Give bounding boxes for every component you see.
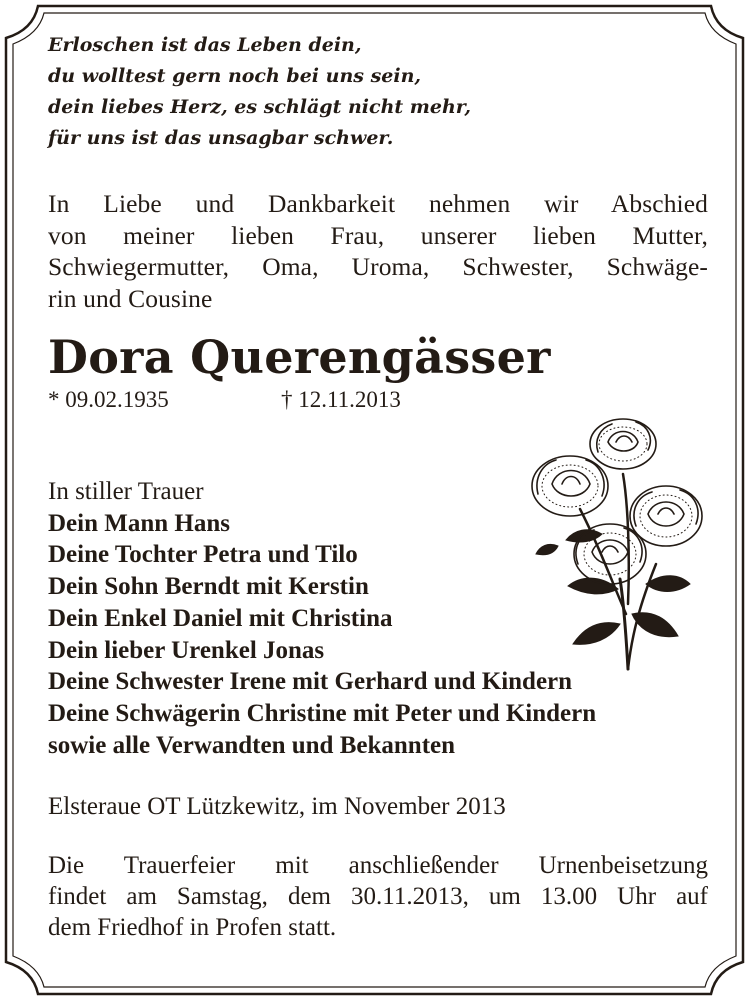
mourner-entry: Dein Sohn Berndt mit Kerstin [48,573,369,601]
service-line: Die Trauerfeier mit anschließender Urnenbeisetzung [48,852,708,880]
service-line: dem Friedhof in Profen statt. [48,914,337,942]
service-line: findet am Samstag, dem 30.11.2013, um 13.00 Uhr auf [48,883,708,911]
mourner-entry: Deine Schwägerin Christine mit Peter und Kindern [48,699,597,727]
mourner-entry: Deine Tochter Petra und Tilo [48,541,358,569]
farewell-text [48,188,708,314]
place-and-date: Elsteraue OT Lützkewitz, im November 2013 [48,793,506,821]
mourner-entry: sowie alle Verwandten und Bekannten [48,731,456,759]
birth-date: * 09.02.1935 [48,387,169,412]
deceased-name: Dora Querengässer [48,330,551,384]
life-dates [48,386,708,414]
memorial-poem [48,30,708,154]
poem-line: du wolltest gern noch bei uns sein, [48,65,422,87]
poem-line: Erloschen ist das Leben dein, [48,34,362,56]
mourner-entry: Dein lieber Urenkel Jonas [48,636,325,664]
funeral-service-info [48,850,708,943]
roses-bouquet-icon [528,414,708,674]
mourner-entry: Dein Mann Hans [48,509,230,537]
mourners-heading: In stiller Trauer [48,478,204,505]
poem-line: dein liebes Herz, es schlägt nicht mehr, [48,96,472,118]
farewell-line: rin und Cousine [48,283,213,313]
death-date: † 12.11.2013 [281,387,401,412]
mourner-entry: Dein Enkel Daniel mit Christina [48,604,393,632]
mourner-entry: Deine Schwester Irene mit Gerhard und Kindern [48,668,573,696]
farewell-line: Schwiegermutter, Oma, Uroma, Schwester, Schwäge- [48,252,708,281]
farewell-line: von meiner lieben Frau, unserer lieben Mutter, [48,220,708,250]
poem-line: für uns ist das unsagbar schwer. [48,127,394,149]
farewell-line: In Liebe und Dankbarkeit nehmen wir Abschied [48,189,708,218]
